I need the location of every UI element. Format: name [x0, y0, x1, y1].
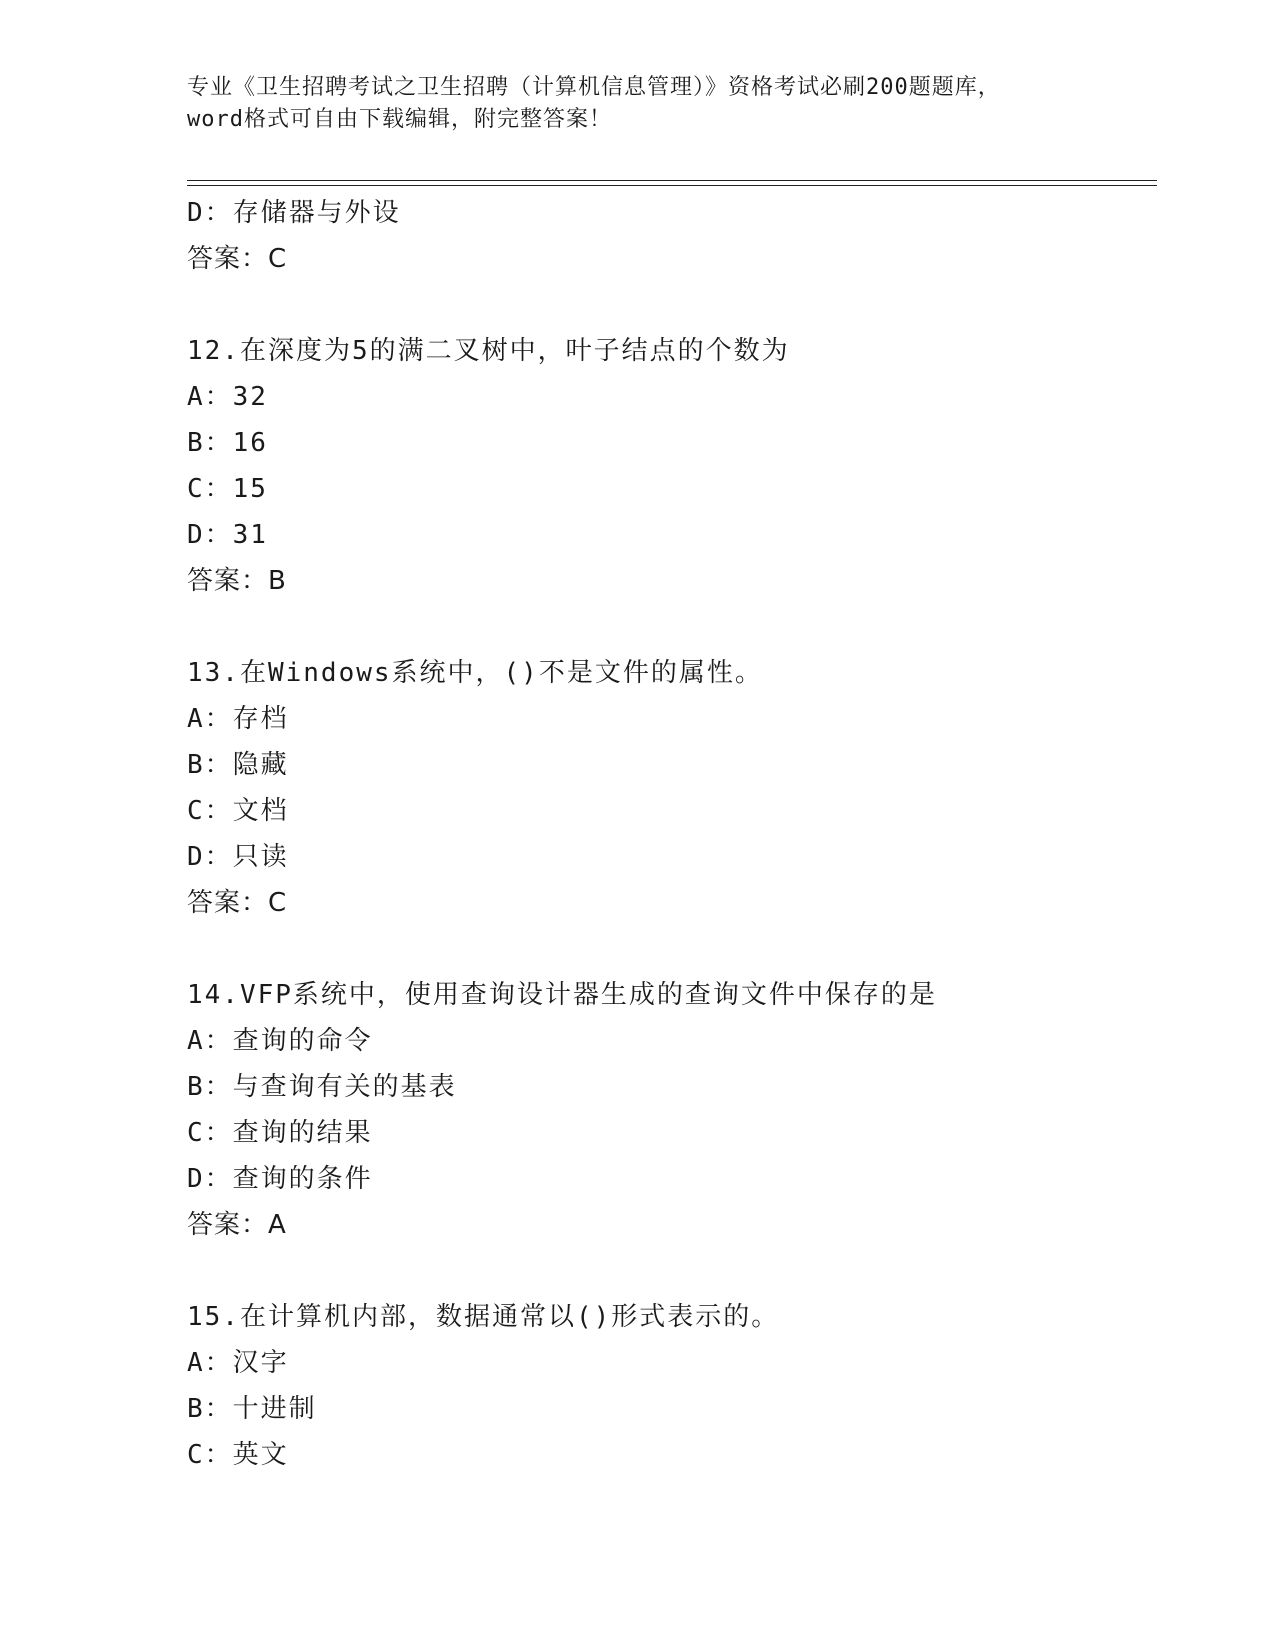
question-13 — [187, 650, 1157, 926]
question-12 — [187, 328, 1157, 604]
option-b: B：隐藏 — [187, 750, 289, 780]
option-a: A：查询的命令 — [187, 1026, 373, 1056]
header-line-1: 专业《卫生招聘考试之卫生招聘（计算机信息管理）》资格考试必刷200题题库， — [187, 75, 1001, 100]
question-text: 14.VFP系统中，使用查询设计器生成的查询文件中保存的是 — [187, 980, 937, 1010]
question-list — [187, 190, 1157, 1478]
spacer — [187, 926, 1157, 972]
option-a: A：存档 — [187, 704, 289, 734]
option-b: B：16 — [187, 428, 268, 458]
option-d: D：查询的条件 — [187, 1164, 373, 1194]
option-a: A：汉字 — [187, 1348, 289, 1378]
question-text: 15.在计算机内部，数据通常以()形式表示的。 — [187, 1302, 780, 1332]
spacer — [187, 604, 1157, 650]
document-header — [187, 72, 1087, 136]
option-c: C：文档 — [187, 796, 289, 826]
spacer — [187, 282, 1157, 328]
question-text: 13.在Windows系统中，()不是文件的属性。 — [187, 658, 763, 688]
question-15 — [187, 1294, 1157, 1478]
option-b: B：十进制 — [187, 1394, 317, 1424]
option-a: A：32 — [187, 382, 268, 412]
answer-line: 答案：C — [187, 244, 288, 274]
option-c: C：英文 — [187, 1440, 289, 1470]
option-c: C：查询的结果 — [187, 1118, 373, 1148]
question-14 — [187, 972, 1157, 1248]
header-divider-bottom — [187, 185, 1157, 186]
header-line-2: word格式可自由下载编辑，附完整答案！ — [187, 107, 612, 132]
option-d: D：只读 — [187, 842, 289, 872]
header-divider-top — [187, 180, 1157, 181]
option-d: D：31 — [187, 520, 268, 550]
option-c: C：15 — [187, 474, 268, 504]
answer-line: 答案：A — [187, 1210, 287, 1240]
answer-line: 答案：B — [187, 566, 287, 596]
option-b: B：与查询有关的基表 — [187, 1072, 457, 1102]
spacer — [187, 1248, 1157, 1294]
answer-line: 答案：C — [187, 888, 288, 918]
question-text: 12.在深度为5的满二叉树中，叶子结点的个数为 — [187, 336, 790, 366]
option-d: D：存储器与外设 — [187, 198, 401, 228]
